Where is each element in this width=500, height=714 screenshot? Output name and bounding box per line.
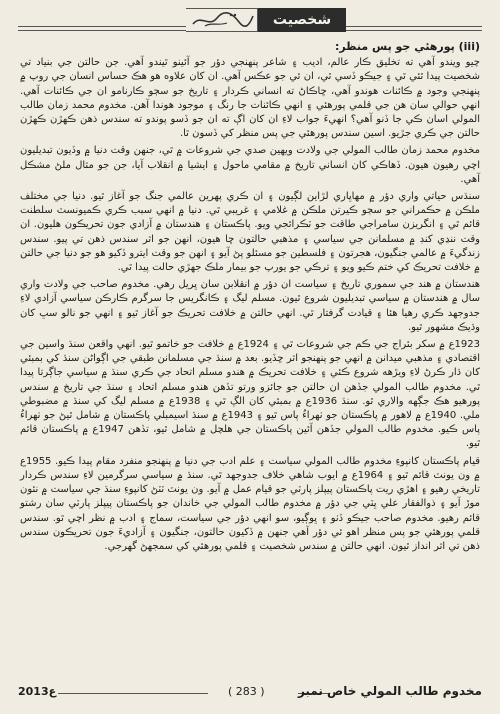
page-header	[18, 6, 482, 36]
section-title-box	[186, 8, 346, 32]
journal-title: مخدوم طالب المولي خاص نمبر	[297, 684, 482, 698]
article-paragraph: چيو ويندو آهي ته تخليق ڪار عالم، اديب ۽ شاعر پنهنجي دؤر جو آئينو ٿيندو آهي. جن حالتن جي بنياد تي شخصيت پيدا ٿئي ٿي ۽ جيڪو ڏسي ٿي، ان ئي جو عڪس آهي. ان کان علاوه هو هڪ حساس انسان جي روپ ۾ پنهنجي وجود ۾ ڪائنات هوندو آهي، ڇاڪاڻ ته انساني ڪردار ۽ تاريخ جو سڄو ڪارنامو ان جي ڪائنات آهي. انهي حوالي سان هن جي قلمي پورهئي ۽ انهي ڪائنات جا رنگ ۽ موجود هوندا آهن. مخدوم محمد زمان طالب المولي اسان ڪي جا ڏنو آهي؟ انهيءَ جواب لاءِ ان کان اڳ ته ان جو ڏسو پوندو ته سندس ذهن ڪهڙن ڪهڙن حالتن جي ڪري جڙيو. اسين سندس پورهئي جي پس منظر کي ڏسون ٿا.	[20, 57, 480, 140]
footer-rule	[58, 693, 208, 694]
article-paragraph: سنڌس حياتي واري دؤر ۾ مهاڀاري لڙاين لڳيون ۽ ان ڪري پهرين عالمي جنگ جو آغاز ٿيو. دنيا جي مختلف ملڪن ۾ حڪمراني جو سڄو ڪيرتن ملڪن ۾ غلامي ۽ غريبي ٿي. دنيا ۾ انهي سبب ڪري ڪميونسٽ سلطنت قائم ٿي ۽ انگريزن سامراجي طاقت جو ٽڪرائجي ويو. پاڪستان ۽ هندستان ۾ آزادي جون تحريڪون هليون. ان وقت ننڍي کنڊ ۾ مسلمانن جي سياسي ۽ مذهبي حالتون ڇا هيون، انهن جو اثر سندس ذهن تي پيو. سندس زندگيءَ ۾ عالمي جنگيون، هجرتون ۽ فلسطين جو مسئلو پڻ آيو ۽ انهن جو وقت ايترو ڏکيو هو جو دنيا جي حالتن ۾ خلافت تحريڪ کي ختم ڪيو ويو ۽ ترڪي جو يورپ جو بيمار ملڪ جهڙي حالت پيدا ٿي.	[20, 191, 480, 274]
article-body	[20, 40, 480, 660]
section-title: شخصيت	[258, 8, 346, 32]
page-number: ( 283 )	[228, 685, 265, 698]
article-paragraph: قيام پاڪستان کانپوءِ مخدوم طالب المولي سياست ۽ علم ادب جي دنيا ۾ پنهنجو منفرد مقام پيدا ڪيو. 1955ع ۾ ون يونٽ قائم ٿيو ۽ 1964ع ۾ ايوب شاهي خلاف جدوجهد ٿي. سنڌ ۾ سياسي سرگرمين لاءِ سندس ڪردار تاريخي رهيو ۽ اهڙي ريت پاڪستان پيپلز پارٽي جو قيام عمل ۾ آيو. ون يونٽ ٽٽڻ کانپوءِ سنڌ جي سياست ۾ نئون موڙ آيو ۽ ذوالفقار علي ڀٽي جي دؤر ۾ مخدوم طالب المولي جي خاندان جو پاڪستان پيپلز پارٽي سان رشتو قائم رهيو. مخدوم صاحب جيڪو ڏٺو ۽ ڀوڳيو، سو انهي دؤر جي سياست، سماج ۽ ادب ۾ نظر اچي ٿو. سندس قلمي پورهئي جو پس منظر اهو ئي دؤر آهي جنهن ۾ ڏکيون حالتون، جنگيون ۽ آزاديءَ جون تحريڪون سندس ذهن تي اثر انداز ٿيون. انهي حالتن ۾ سندس شخصيت ۽ قلمي پورهئي کي سمجهڻ گهرجي.	[20, 455, 481, 552]
calligraphy-logo	[186, 8, 258, 32]
article-heading: (iii) پورهئي جو پس منظر:	[334, 40, 480, 53]
article-paragraph: هندستان ۾ هند جي سموري تاريخ ۽ سياست ان دؤر ۾ انقلابن سان ڀريل رهي. مخدوم صاحب جي ولادت واري سال ۾ هندستان ۾ سياسي تبديليون شروع ٿيون. مسلم ليگ ۽ ڪانگريس جا سرگرم ڪارڪن سياسي آزادي لاءِ جدوجهد ڪري رهيا هئا ۽ قيادت گرفتار ٿي. انهي حالتن ۾ خلافت تحريڪ جو آغاز ٿيو ۽ انهي جو نالو سڀ کان وڌيڪ مشهور ٿيو.	[20, 279, 480, 333]
calligraphy-logo-icon	[187, 10, 257, 30]
footer-year: 2013ع	[18, 685, 57, 698]
page-number-value: 283	[235, 685, 257, 698]
page-footer	[18, 682, 482, 706]
article-paragraph: 1923ع ۾ سکر بئراج جي ڪم جي شروعات ٿي ۽ 1924ع ۾ خلافت جو خاتمو ٿيو. انهي واقعن سنڌ واسين جي اقتصادي ۽ مذهبي ميدانن ۾ انهي جو پنهنجو اثر ڇڏيو. بعد ۾ سنڌ جي مسلمانن طبقي جي اڳواڻن سنڌ کي بمبئي کان ڌار ڪرڻ لاءِ ويڙهه شروع ڪئي ۽ خلافت تحريڪ ۾ هندو مسلم اتحاد جي ڪري سنڌ ۾ سياسي جاڳرتا پيدا ٿي. مخدوم طالب المولي جڏهن ان حالتن جو جائزو ورتو تڏهن هندو مسلم اتحاد ۽ سنڌ جي تاريخ ۾ سندس پورهيو هڪ جڳهه والاري ٿو. سنڌ 1936ع ۾ بمبئي کان الڳ ٿي ۽ 1938ع ۾ مسلم ليگ کي سنڌ ۾ مضبوطي ملي. 1940ع ۾ لاهور ۾ پاڪستان جو ٺهراءُ پاس ٿيو ۽ 1943ع ۾ سنڌ اسيمبلي پاڪستان ۾ شامل ٿيڻ جو ٺهراءُ پاس ڪيو. مخدوم طالب المولي جڏهن آئين پاڪستان جي هلچل ۾ شامل ٿيو، تڏهن 1947ع ۾ پاڪستان قائم ٿيو.	[20, 339, 481, 450]
article-paragraph: مخدوم محمد زمان طالب المولي جي ولادت ويهين صدي جي شروعات ۾ ٿي، جنهن وقت دنيا ۾ وڏيون تبديليون اچي رهيون هيون. ڏهاڪي کان انساني تاريخ ۾ مقامي ماحول ۽ ايشيا ۾ انقلاب آيا، جن جو مثال ملڻ مشڪل آهي.	[20, 145, 480, 185]
